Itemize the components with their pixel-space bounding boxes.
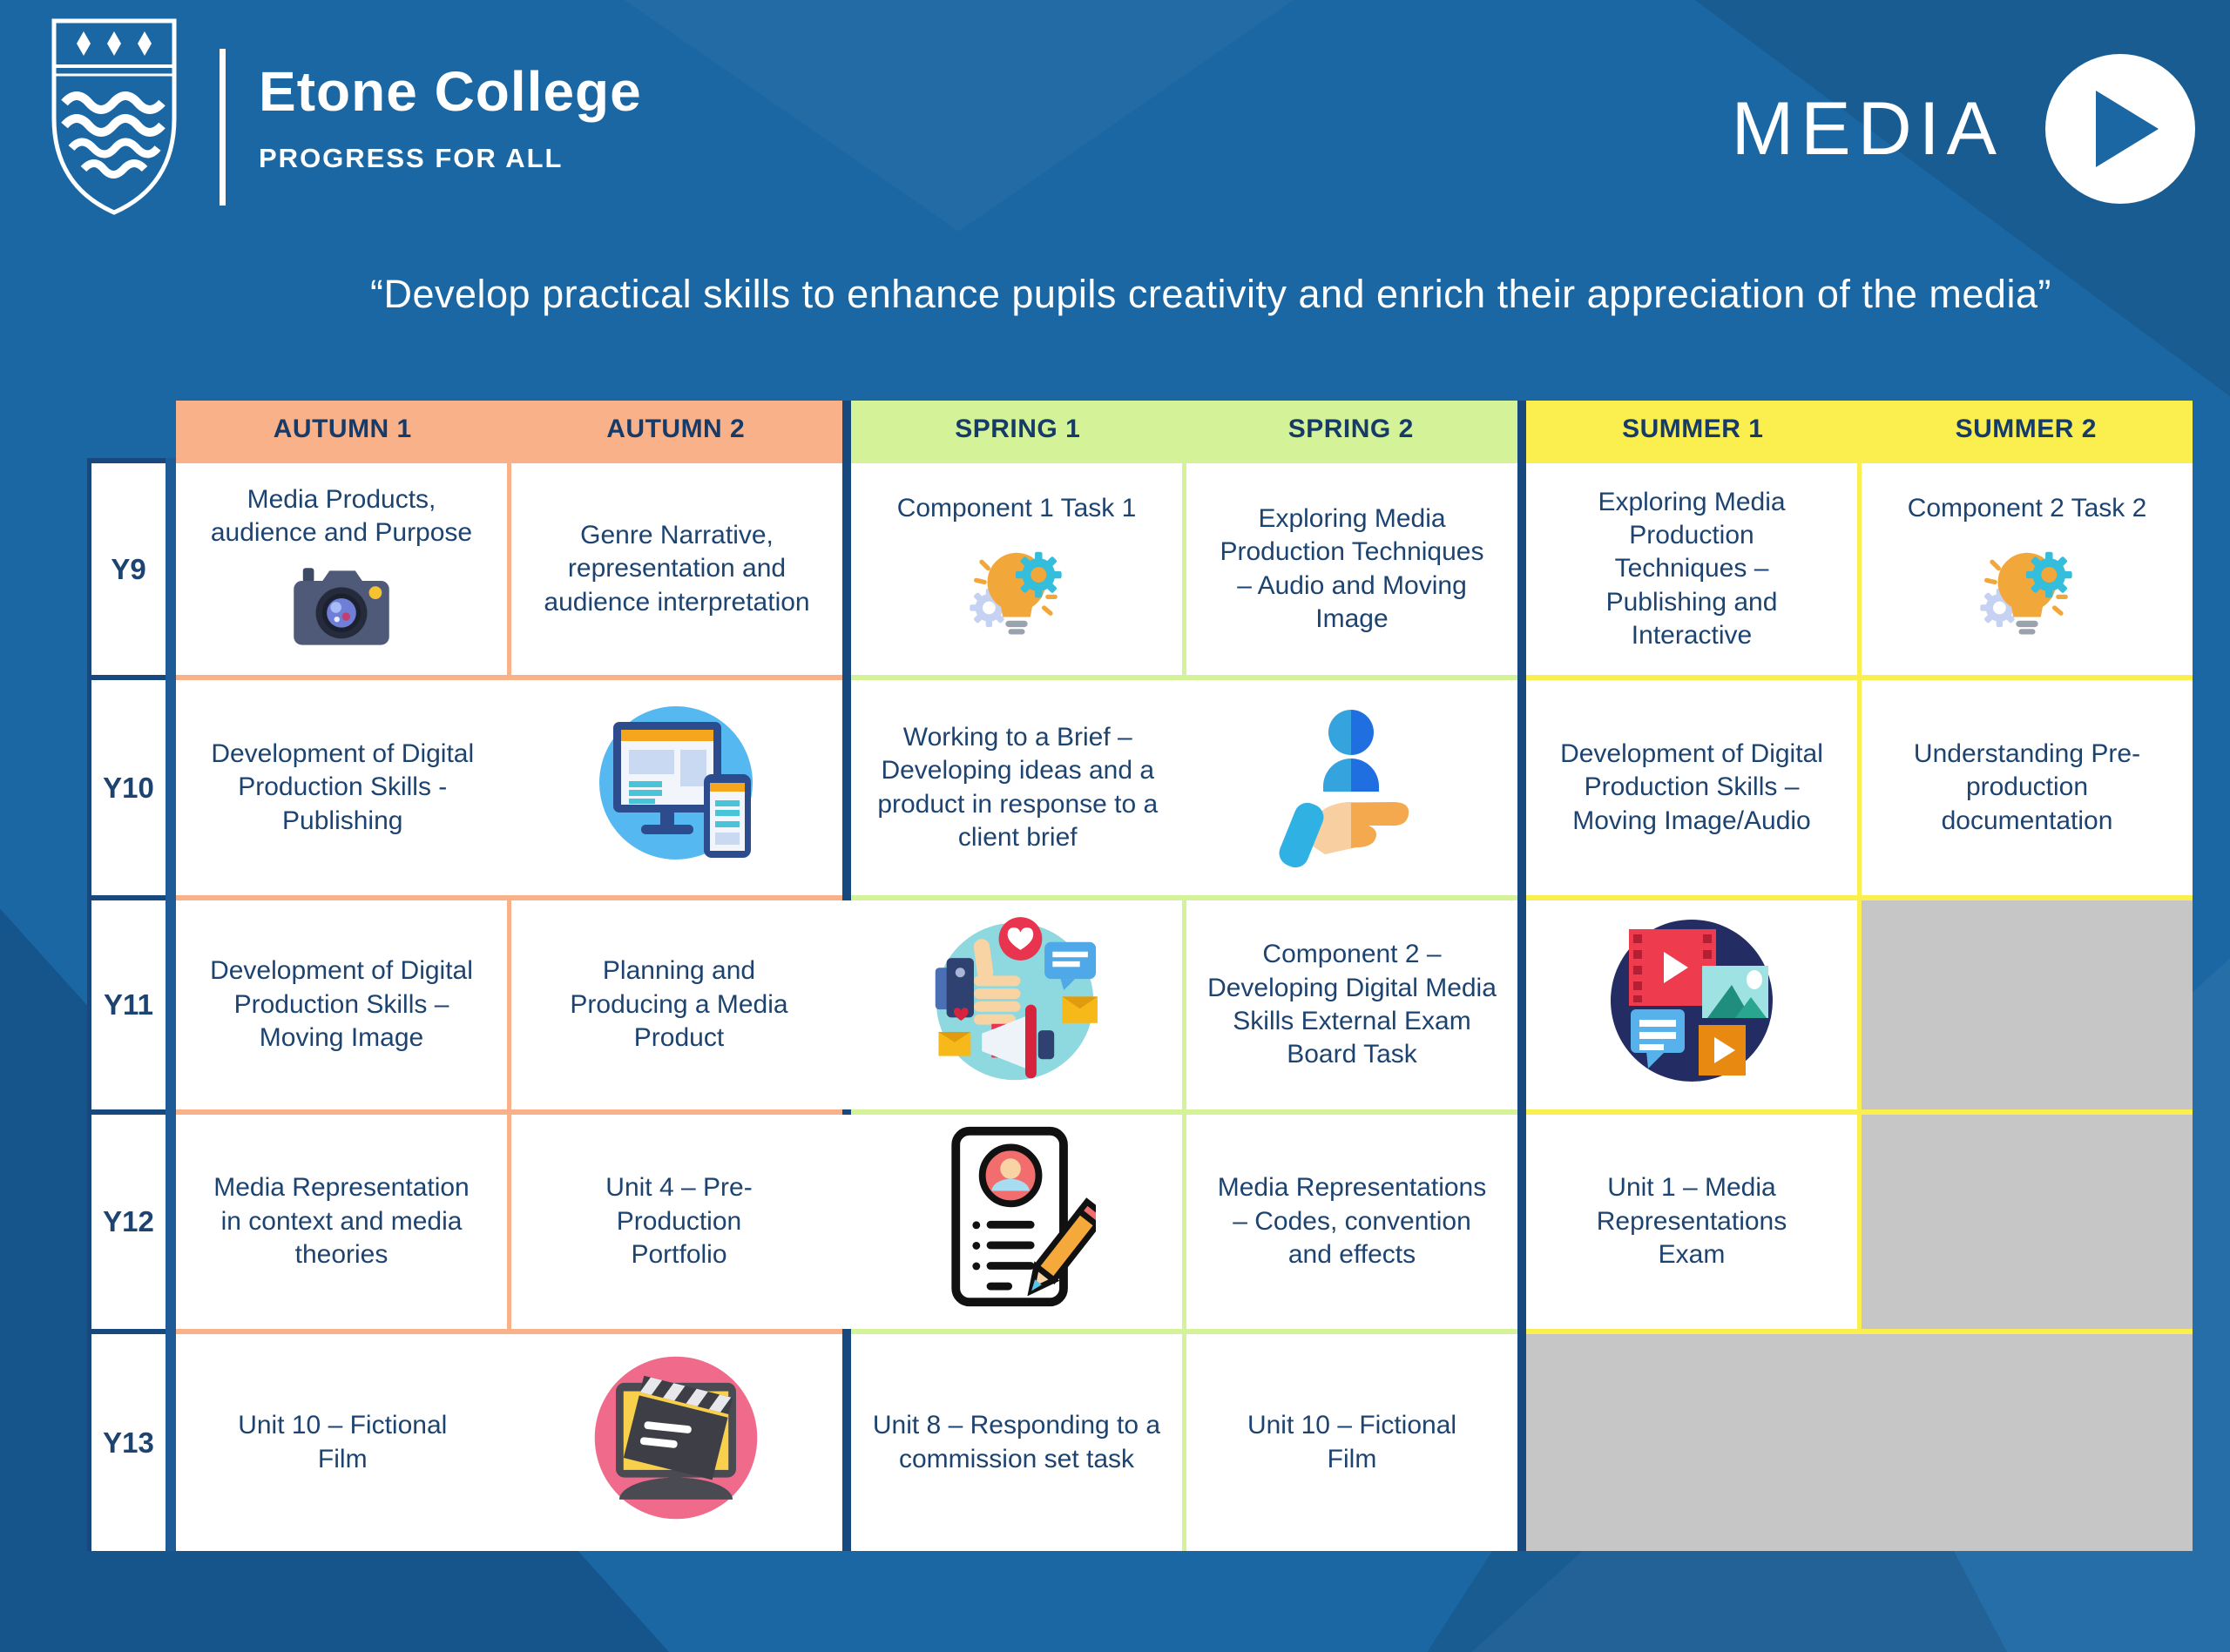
- cell-y12-autumn1: [176, 1115, 507, 1329]
- table-row-y10: [87, 680, 2193, 895]
- cell-y9-summer1: [1526, 463, 1857, 675]
- brand-header: [45, 14, 642, 224]
- cell-text: Unit 10 – Fictional Film: [1247, 1411, 1457, 1473]
- cell-text: Media Representations – Codes, convention and effects: [1217, 1173, 1487, 1270]
- subject-banner: [1732, 54, 2195, 204]
- term-header: SPRING 2: [1287, 415, 1414, 443]
- cell-y12-summer2-empty: [1862, 1115, 2193, 1329]
- media-collage-icon: [1605, 914, 1779, 1096]
- play-triangle: [2096, 91, 2159, 167]
- cell-text: Understanding Pre-production documentation: [1913, 738, 2141, 835]
- cell-y13-summer-empty: [1526, 1334, 2193, 1551]
- year-label-y13: Y13: [87, 1334, 166, 1551]
- cell-y10-summer1: [1526, 680, 1857, 895]
- cell-y13-autumn: [176, 1334, 842, 1551]
- school-motto: PROGRESS FOR ALL: [259, 143, 564, 173]
- cell-y9-autumn1: [176, 463, 507, 675]
- play-icon[interactable]: [2045, 54, 2195, 204]
- cell-y11-autumn2-spring1: [511, 900, 1182, 1109]
- cell-y10-spring: [851, 680, 1517, 895]
- cell-y10-summer2: [1862, 680, 2193, 895]
- brand-divider: [220, 49, 226, 206]
- cell-y11-spring2: [1186, 900, 1517, 1109]
- cell-y11-autumn1: [176, 900, 507, 1109]
- cell-y9-spring1: [851, 463, 1182, 675]
- idea-gears-icon: [1975, 540, 2079, 651]
- client-handover-icon: [1264, 698, 1438, 877]
- year-label-y9: Y9: [87, 463, 166, 675]
- summer-header-band: [1526, 401, 2193, 458]
- year-label-y12: Y12: [87, 1115, 166, 1329]
- cell-y12-summer1: [1526, 1115, 1857, 1329]
- table-row-y13: [87, 1334, 2193, 1551]
- term-header: AUTUMN 1: [273, 415, 412, 443]
- cell-y9-summer2: [1862, 463, 2193, 675]
- cell-text: Media Representation in context and media theories: [213, 1173, 470, 1270]
- term-header: SPRING 1: [955, 415, 1081, 443]
- school-name: Etone College: [259, 60, 642, 123]
- cell-y13-spring1: [851, 1334, 1182, 1551]
- responsive-devices-icon: [582, 699, 770, 875]
- cell-text: Media Products, audience and Purpose: [210, 484, 473, 548]
- cell-text: Development of Digital Production Skills – Moving Image: [210, 956, 473, 1053]
- subject-title: MEDIA: [1731, 86, 2004, 171]
- cell-text: Component 1 Task 1: [896, 494, 1137, 523]
- cell-text: Genre Narrative, representation and audience interpretation: [544, 520, 810, 617]
- table-row-y12: [87, 1115, 2193, 1329]
- cell-y11-summer2-empty: [1862, 900, 2193, 1109]
- cell-y12-autumn2-spring1: [511, 1115, 1182, 1329]
- term-header-row: [87, 401, 2193, 458]
- cell-text: Component 2 Task 2: [1907, 494, 2147, 523]
- term-header: AUTUMN 2: [606, 415, 746, 443]
- subject-quote: “Develop practical skills to enhance pupils creativity and enrich their appreciation of the media”: [370, 272, 2051, 316]
- cv-document-icon: [934, 1123, 1096, 1321]
- year-label-y10: Y10: [87, 680, 166, 895]
- cell-y11-summer1: [1526, 900, 1857, 1109]
- cell-text: Unit 10 – Fictional Film: [238, 1411, 448, 1473]
- idea-gears-icon: [964, 540, 1069, 651]
- term-header: SUMMER 2: [1955, 415, 2097, 443]
- cell-y13-spring2: [1186, 1334, 1517, 1551]
- cell-y9-autumn2: [511, 463, 842, 675]
- cell-text: Unit 8 – Responding to a commission set task: [872, 1411, 1161, 1473]
- cell-y12-spring2: [1186, 1115, 1517, 1329]
- cell-text: Development of Digital Production Skills – Moving Image/Audio: [1560, 738, 1823, 835]
- social-engagement-icon: [922, 911, 1107, 1099]
- spring-header-band: [851, 401, 1517, 458]
- cell-text: Working to a Brief – Developing ideas and a product in response to a client brief: [877, 722, 1159, 852]
- cell-text: Unit 1 – Media Representations Exam: [1596, 1173, 1787, 1270]
- table-row-y11: [87, 900, 2193, 1109]
- autumn-header-band: [176, 401, 842, 458]
- background-facet: [625, 0, 1294, 232]
- cell-text: Exploring Media Production Techniques – Publishing and Interactive: [1598, 487, 1786, 651]
- term-header: SUMMER 1: [1622, 415, 1764, 443]
- etone-crest-icon: [45, 14, 183, 224]
- cell-text: Exploring Media Production Techniques – Audio and Moving Image: [1220, 503, 1484, 633]
- camera-icon: [286, 564, 397, 660]
- cell-text: Component 2 – Developing Digital Media Skills External Exam Board Task: [1207, 940, 1497, 1069]
- clapperboard-icon: [587, 1349, 765, 1535]
- table-row-y9: [87, 463, 2193, 675]
- curriculum-table: [87, 401, 2193, 1551]
- cell-text: Unit 4 – Pre-Production Portfolio: [605, 1173, 753, 1270]
- cell-text: Development of Digital Production Skills - Publishing: [211, 738, 475, 835]
- cell-text: Planning and Producing a Media Product: [570, 956, 788, 1053]
- year-label-y11: Y11: [87, 900, 166, 1109]
- cell-y9-spring2: [1186, 463, 1517, 675]
- cell-y10-autumn: [176, 680, 842, 895]
